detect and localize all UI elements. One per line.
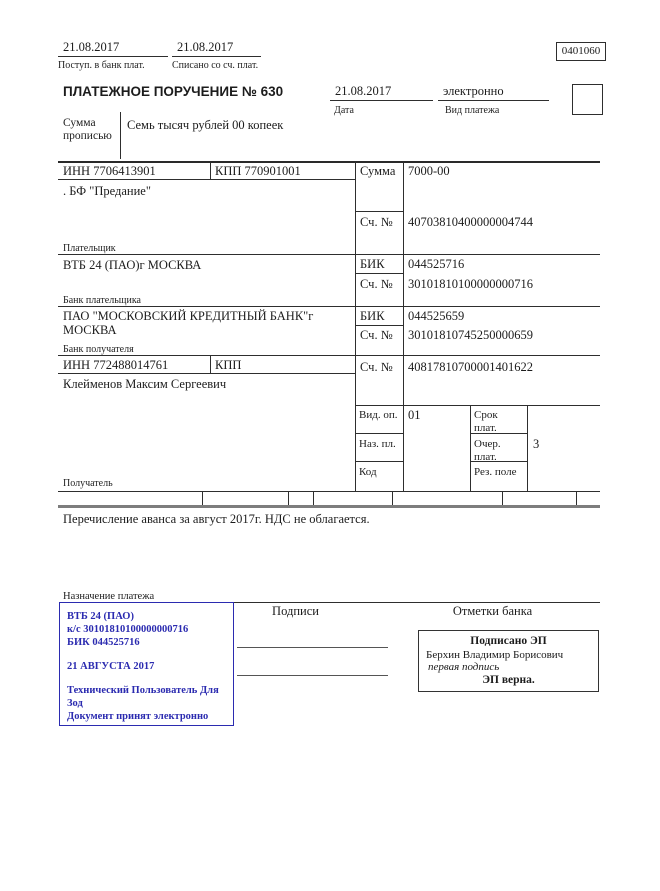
payee-bank-account-label: Сч. № (360, 328, 393, 342)
date-value: 21.08.2017 (335, 84, 392, 98)
form-code-box (556, 42, 606, 61)
v-divider (527, 405, 528, 491)
date-label: Дата (334, 105, 354, 116)
h-divider (355, 325, 403, 326)
debited-date: 21.08.2017 (177, 40, 234, 54)
stamp-line: Зод (67, 698, 83, 709)
strip-divider (313, 491, 314, 505)
payee-bank-bik: 044525659 (408, 309, 465, 323)
payer-account-label: Сч. № (360, 215, 393, 229)
h-divider (58, 373, 355, 374)
payee-name: Клейменов Максим Сергеевич (63, 377, 227, 391)
signature-line (237, 647, 388, 648)
payee-account-label: Сч. № (360, 360, 393, 374)
date-field (330, 84, 433, 101)
purpose-label: Назначение платежа (63, 591, 155, 602)
payee-bank-bik-label: БИК (360, 309, 385, 323)
payer-bank-name: ВТБ 24 (ПАО)г МОСКВА (63, 258, 202, 272)
empty-checkbox-box (572, 84, 603, 115)
op-priority-value: 3 (533, 437, 540, 451)
h-divider (355, 273, 403, 274)
payer-bank-bik: 044525716 (408, 257, 465, 271)
payment-type-field (438, 84, 549, 101)
amount-label: Сумма (360, 164, 396, 178)
payer-account: 40703810400000004744 (408, 215, 533, 229)
received-date: 21.08.2017 (63, 40, 120, 54)
v-divider (403, 161, 404, 491)
esign-name: Берхин Владимир Борисович (426, 649, 564, 661)
debited-date-label: Списано со сч. плат. (172, 60, 259, 71)
payee-inn: ИНН 772488014761 (63, 358, 169, 372)
payer-label: Плательщик (63, 243, 116, 254)
stamp-line (67, 649, 229, 660)
h-divider (58, 306, 600, 307)
stamp-line: Документ принят электронно (67, 711, 209, 722)
h-divider (355, 405, 600, 406)
signatures-label: Подписи (272, 604, 319, 618)
strip-divider (502, 491, 503, 505)
h-divider (58, 254, 600, 255)
h-divider (355, 211, 403, 212)
amount-words-label: Сумма прописью (63, 117, 112, 142)
h-divider (355, 461, 403, 462)
op-code-label: Код (359, 466, 377, 478)
payer-inn: ИНН 7706413901 (63, 164, 156, 178)
purpose-text: Перечисление аванса за август 2017г. НДС не облагается. (63, 512, 370, 526)
strip-divider (392, 491, 393, 505)
payee-label: Получатель (63, 478, 113, 489)
payer-bank-label: Банк плательщика (63, 295, 141, 306)
payer-kpp: КПП 770901001 (215, 164, 301, 178)
payer-name: . БФ "Предание" (63, 184, 151, 198)
h-divider (58, 491, 600, 492)
payee-bank-label: Банк получателя (63, 344, 134, 355)
payment-type-value: электронно (443, 84, 504, 98)
payer-bank-account-label: Сч. № (360, 277, 393, 291)
stamp-line: к/с 30101810100000000716 (67, 624, 189, 635)
received-date-label: Поступ. в банк плат. (58, 60, 145, 71)
v-divider (355, 161, 356, 491)
stamp-line: БИК 044525716 (67, 637, 140, 648)
h-divider (58, 355, 600, 356)
payee-bank-corr-account: 30101810745250000659 (408, 328, 533, 342)
v-divider (210, 355, 211, 373)
strip-divider (576, 491, 577, 505)
payment-type-label: Вид платежа (445, 105, 500, 116)
op-purpose-code-label: Наз. пл. (359, 438, 396, 450)
payer-bank-bik-label: БИК (360, 257, 385, 271)
document-title: ПЛАТЕЖНОЕ ПОРУЧЕНИЕ № 630 (63, 84, 284, 99)
amount-words-value: Семь тысяч рублей 00 копеек (127, 118, 284, 132)
payee-account: 40817810700001401622 (408, 360, 533, 374)
v-divider (210, 161, 211, 179)
op-type-value: 01 (408, 408, 421, 422)
signature-line (237, 675, 388, 676)
esign-verified: ЭП верна. (482, 674, 535, 686)
strip-divider (288, 491, 289, 505)
esign-role: первая подпись (428, 661, 500, 673)
electronic-signature-box (418, 630, 599, 692)
h-divider (58, 161, 600, 163)
form-code: 0401060 (561, 45, 601, 57)
h-divider (355, 433, 403, 434)
v-divider (470, 405, 471, 491)
payer-bank-corr-account: 30101810100000000716 (408, 277, 533, 291)
op-term-label: Срок плат. (474, 409, 498, 434)
v-divider (120, 112, 121, 159)
received-date-field (58, 40, 168, 57)
stamp-line (67, 673, 229, 684)
op-reserve-label: Рез. поле (474, 466, 517, 478)
bank-marks-label: Отметки банка (452, 604, 533, 618)
bank-stamp (59, 602, 234, 726)
section-thick-rule (58, 505, 600, 508)
op-priority-label: Очер. плат. (474, 438, 501, 463)
esign-title: Подписано ЭП (470, 635, 547, 647)
debited-date-field (172, 40, 261, 57)
op-type-label: Вид. оп. (359, 409, 398, 421)
payee-kpp: КПП (215, 358, 242, 372)
stamp-line: 21 АВГУСТА 2017 (67, 661, 155, 672)
strip-divider (202, 491, 203, 505)
h-divider (58, 179, 355, 180)
stamp-line: Технический Пользователь Для (67, 685, 219, 696)
stamp-line: ВТБ 24 (ПАО) (67, 611, 134, 622)
payee-bank-name: ПАО "МОСКОВСКИЙ КРЕДИТНЫЙ БАНК"г МОСКВА (63, 309, 314, 337)
amount-value: 7000-00 (408, 164, 450, 178)
